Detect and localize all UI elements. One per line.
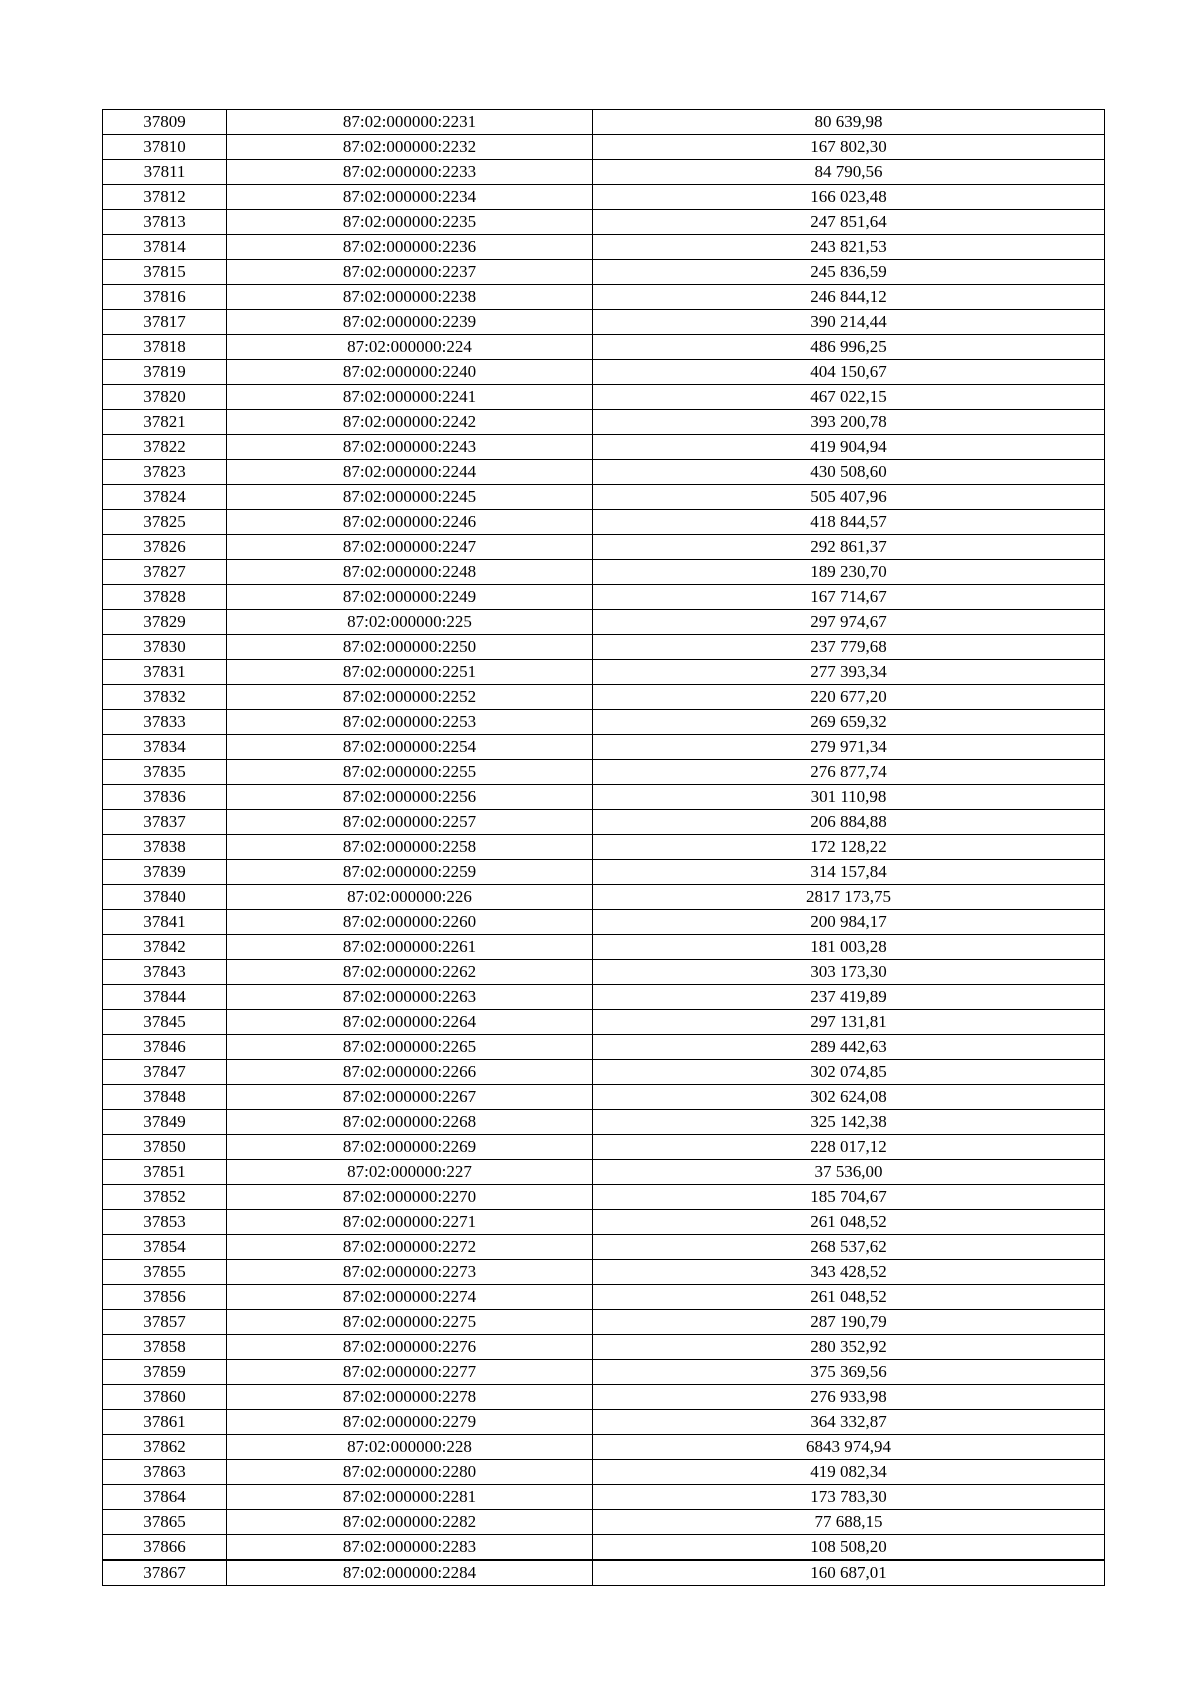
table-row (103, 110, 1105, 135)
table-row (103, 1035, 1105, 1060)
row-number-cell: 37818 (103, 335, 227, 360)
table-row (103, 610, 1105, 635)
value-cell: 276 933,98 (593, 1385, 1105, 1410)
table-row (103, 1485, 1105, 1510)
table-row (103, 285, 1105, 310)
row-number-cell: 37851 (103, 1160, 227, 1185)
row-number-cell: 37833 (103, 710, 227, 735)
table-row (103, 1360, 1105, 1385)
value-cell: 390 214,44 (593, 310, 1105, 335)
row-number-cell: 37813 (103, 210, 227, 235)
value-cell: 172 128,22 (593, 835, 1105, 860)
row-number-cell: 37848 (103, 1085, 227, 1110)
row-number-cell: 37816 (103, 285, 227, 310)
value-cell: 375 369,56 (593, 1360, 1105, 1385)
table-row (103, 335, 1105, 360)
row-number-cell: 37863 (103, 1460, 227, 1485)
table-row (103, 835, 1105, 860)
row-number-cell: 37856 (103, 1285, 227, 1310)
value-cell: 302 624,08 (593, 1085, 1105, 1110)
table-row (103, 710, 1105, 735)
table-row (103, 810, 1105, 835)
cadastral-number-cell: 87:02:000000:2278 (227, 1385, 593, 1410)
value-cell: 2817 173,75 (593, 885, 1105, 910)
cadastral-number-cell: 87:02:000000:2283 (227, 1535, 593, 1561)
table-row (103, 935, 1105, 960)
row-number-cell: 37867 (103, 1560, 227, 1586)
table-row (103, 1185, 1105, 1210)
cadastral-number-cell: 87:02:000000:224 (227, 335, 593, 360)
table-row (103, 1385, 1105, 1410)
value-cell: 505 407,96 (593, 485, 1105, 510)
table-row (103, 185, 1105, 210)
table-row (103, 360, 1105, 385)
row-number-cell: 37835 (103, 760, 227, 785)
cadastral-number-cell: 87:02:000000:228 (227, 1435, 593, 1460)
row-number-cell: 37860 (103, 1385, 227, 1410)
cadastral-number-cell: 87:02:000000:2260 (227, 910, 593, 935)
data-table (102, 109, 1105, 1586)
row-number-cell: 37832 (103, 685, 227, 710)
row-number-cell: 37853 (103, 1210, 227, 1235)
row-number-cell: 37827 (103, 560, 227, 585)
value-cell: 280 352,92 (593, 1335, 1105, 1360)
value-cell: 77 688,15 (593, 1510, 1105, 1535)
cadastral-number-cell: 87:02:000000:2232 (227, 135, 593, 160)
value-cell: 276 877,74 (593, 760, 1105, 785)
value-cell: 314 157,84 (593, 860, 1105, 885)
row-number-cell: 37865 (103, 1510, 227, 1535)
table-row (103, 1235, 1105, 1260)
cadastral-number-cell: 87:02:000000:2249 (227, 585, 593, 610)
cadastral-number-cell: 87:02:000000:2238 (227, 285, 593, 310)
value-cell: 6843 974,94 (593, 1435, 1105, 1460)
table-row (103, 960, 1105, 985)
value-cell: 243 821,53 (593, 235, 1105, 260)
row-number-cell: 37836 (103, 785, 227, 810)
value-cell: 289 442,63 (593, 1035, 1105, 1060)
cadastral-number-cell: 87:02:000000:2263 (227, 985, 593, 1010)
row-number-cell: 37810 (103, 135, 227, 160)
row-number-cell: 37858 (103, 1335, 227, 1360)
cadastral-number-cell: 87:02:000000:2273 (227, 1260, 593, 1285)
value-cell: 277 393,34 (593, 660, 1105, 685)
table-row (103, 1535, 1105, 1561)
table-body (103, 110, 1105, 1586)
cadastral-number-cell: 87:02:000000:2258 (227, 835, 593, 860)
cadastral-number-cell: 87:02:000000:2248 (227, 560, 593, 585)
value-cell: 80 639,98 (593, 110, 1105, 135)
row-number-cell: 37842 (103, 935, 227, 960)
row-number-cell: 37825 (103, 510, 227, 535)
value-cell: 220 677,20 (593, 685, 1105, 710)
table-row (103, 1210, 1105, 1235)
row-number-cell: 37859 (103, 1360, 227, 1385)
table-row (103, 210, 1105, 235)
row-number-cell: 37838 (103, 835, 227, 860)
cadastral-number-cell: 87:02:000000:2261 (227, 935, 593, 960)
cadastral-number-cell: 87:02:000000:2280 (227, 1460, 593, 1485)
value-cell: 108 508,20 (593, 1535, 1105, 1561)
value-cell: 404 150,67 (593, 360, 1105, 385)
cadastral-number-cell: 87:02:000000:2284 (227, 1560, 593, 1586)
value-cell: 287 190,79 (593, 1310, 1105, 1335)
cadastral-number-cell: 87:02:000000:2266 (227, 1060, 593, 1085)
cadastral-number-cell: 87:02:000000:2252 (227, 685, 593, 710)
row-number-cell: 37854 (103, 1235, 227, 1260)
value-cell: 301 110,98 (593, 785, 1105, 810)
value-cell: 261 048,52 (593, 1210, 1105, 1235)
row-number-cell: 37845 (103, 1010, 227, 1035)
row-number-cell: 37841 (103, 910, 227, 935)
row-number-cell: 37815 (103, 260, 227, 285)
cadastral-number-cell: 87:02:000000:2256 (227, 785, 593, 810)
cadastral-number-cell: 87:02:000000:2269 (227, 1135, 593, 1160)
table-row (103, 460, 1105, 485)
row-number-cell: 37822 (103, 435, 227, 460)
value-cell: 430 508,60 (593, 460, 1105, 485)
value-cell: 419 082,34 (593, 1460, 1105, 1485)
value-cell: 185 704,67 (593, 1185, 1105, 1210)
row-number-cell: 37820 (103, 385, 227, 410)
cadastral-number-cell: 87:02:000000:2268 (227, 1110, 593, 1135)
row-number-cell: 37847 (103, 1060, 227, 1085)
cadastral-number-cell: 87:02:000000:2245 (227, 485, 593, 510)
row-number-cell: 37855 (103, 1260, 227, 1285)
value-cell: 228 017,12 (593, 1135, 1105, 1160)
row-number-cell: 37857 (103, 1310, 227, 1335)
row-number-cell: 37823 (103, 460, 227, 485)
table-row (103, 1010, 1105, 1035)
table-row (103, 1510, 1105, 1535)
value-cell: 166 023,48 (593, 185, 1105, 210)
table-row (103, 1310, 1105, 1335)
row-number-cell: 37817 (103, 310, 227, 335)
value-cell: 418 844,57 (593, 510, 1105, 535)
value-cell: 486 996,25 (593, 335, 1105, 360)
value-cell: 364 332,87 (593, 1410, 1105, 1435)
table-row (103, 485, 1105, 510)
cadastral-number-cell: 87:02:000000:2253 (227, 710, 593, 735)
cadastral-number-cell: 87:02:000000:2271 (227, 1210, 593, 1235)
value-cell: 279 971,34 (593, 735, 1105, 760)
table-row (103, 860, 1105, 885)
table-row (103, 660, 1105, 685)
cadastral-number-cell: 87:02:000000:2279 (227, 1410, 593, 1435)
value-cell: 84 790,56 (593, 160, 1105, 185)
row-number-cell: 37846 (103, 1035, 227, 1060)
cadastral-number-cell: 87:02:000000:2262 (227, 960, 593, 985)
cadastral-number-cell: 87:02:000000:2259 (227, 860, 593, 885)
cadastral-number-cell: 87:02:000000:2282 (227, 1510, 593, 1535)
row-number-cell: 37830 (103, 635, 227, 660)
value-cell: 261 048,52 (593, 1285, 1105, 1310)
table-row (103, 1460, 1105, 1485)
table-row (103, 1060, 1105, 1085)
cadastral-number-cell: 87:02:000000:2239 (227, 310, 593, 335)
cadastral-number-cell: 87:02:000000:2247 (227, 535, 593, 560)
value-cell: 237 779,68 (593, 635, 1105, 660)
cadastral-number-cell: 87:02:000000:2233 (227, 160, 593, 185)
cadastral-number-cell: 87:02:000000:2242 (227, 410, 593, 435)
row-number-cell: 37811 (103, 160, 227, 185)
value-cell: 419 904,94 (593, 435, 1105, 460)
table-row (103, 510, 1105, 535)
table-row (103, 735, 1105, 760)
table-row (103, 560, 1105, 585)
table-row (103, 885, 1105, 910)
row-number-cell: 37839 (103, 860, 227, 885)
row-number-cell: 37862 (103, 1435, 227, 1460)
value-cell: 181 003,28 (593, 935, 1105, 960)
row-number-cell: 37861 (103, 1410, 227, 1435)
value-cell: 37 536,00 (593, 1160, 1105, 1185)
value-cell: 268 537,62 (593, 1235, 1105, 1260)
table-row (103, 585, 1105, 610)
row-number-cell: 37831 (103, 660, 227, 685)
row-number-cell: 37829 (103, 610, 227, 635)
value-cell: 167 802,30 (593, 135, 1105, 160)
row-number-cell: 37866 (103, 1535, 227, 1561)
cadastral-number-cell: 87:02:000000:2265 (227, 1035, 593, 1060)
row-number-cell: 37844 (103, 985, 227, 1010)
table-row (103, 310, 1105, 335)
value-cell: 246 844,12 (593, 285, 1105, 310)
cadastral-number-cell: 87:02:000000:2246 (227, 510, 593, 535)
cadastral-number-cell: 87:02:000000:2240 (227, 360, 593, 385)
value-cell: 297 131,81 (593, 1010, 1105, 1035)
value-cell: 173 783,30 (593, 1485, 1105, 1510)
value-cell: 393 200,78 (593, 410, 1105, 435)
value-cell: 303 173,30 (593, 960, 1105, 985)
table-row (103, 1110, 1105, 1135)
table-row (103, 1435, 1105, 1460)
cadastral-number-cell: 87:02:000000:2275 (227, 1310, 593, 1335)
table-row (103, 385, 1105, 410)
row-number-cell: 37814 (103, 235, 227, 260)
cadastral-number-cell: 87:02:000000:2270 (227, 1185, 593, 1210)
row-number-cell: 37824 (103, 485, 227, 510)
cadastral-number-cell: 87:02:000000:2254 (227, 735, 593, 760)
value-cell: 269 659,32 (593, 710, 1105, 735)
value-cell: 467 022,15 (593, 385, 1105, 410)
cadastral-number-cell: 87:02:000000:2277 (227, 1360, 593, 1385)
table-row (103, 1335, 1105, 1360)
table-row (103, 435, 1105, 460)
value-cell: 297 974,67 (593, 610, 1105, 635)
value-cell: 247 851,64 (593, 210, 1105, 235)
table-row (103, 1260, 1105, 1285)
cadastral-number-cell: 87:02:000000:2235 (227, 210, 593, 235)
cadastral-number-cell: 87:02:000000:2244 (227, 460, 593, 485)
value-cell: 343 428,52 (593, 1260, 1105, 1285)
row-number-cell: 37843 (103, 960, 227, 985)
row-number-cell: 37821 (103, 410, 227, 435)
table-row (103, 1135, 1105, 1160)
value-cell: 237 419,89 (593, 985, 1105, 1010)
table-row (103, 635, 1105, 660)
cadastral-number-cell: 87:02:000000:2272 (227, 1235, 593, 1260)
cadastral-number-cell: 87:02:000000:2267 (227, 1085, 593, 1110)
value-cell: 292 861,37 (593, 535, 1105, 560)
value-cell: 325 142,38 (593, 1110, 1105, 1135)
cadastral-number-cell: 87:02:000000:2237 (227, 260, 593, 285)
row-number-cell: 37812 (103, 185, 227, 210)
cadastral-number-cell: 87:02:000000:2231 (227, 110, 593, 135)
cadastral-number-cell: 87:02:000000:2234 (227, 185, 593, 210)
table-row (103, 760, 1105, 785)
cadastral-number-cell: 87:02:000000:2251 (227, 660, 593, 685)
row-number-cell: 37809 (103, 110, 227, 135)
table-row (103, 985, 1105, 1010)
cadastral-number-cell: 87:02:000000:2255 (227, 760, 593, 785)
table-row (103, 535, 1105, 560)
table-row (103, 910, 1105, 935)
cadastral-number-cell: 87:02:000000:226 (227, 885, 593, 910)
cadastral-number-cell: 87:02:000000:2276 (227, 1335, 593, 1360)
cadastral-number-cell: 87:02:000000:2241 (227, 385, 593, 410)
row-number-cell: 37834 (103, 735, 227, 760)
row-number-cell: 37864 (103, 1485, 227, 1510)
value-cell: 206 884,88 (593, 810, 1105, 835)
value-cell: 245 836,59 (593, 260, 1105, 285)
row-number-cell: 37819 (103, 360, 227, 385)
table-row (103, 1560, 1105, 1586)
table-row (103, 685, 1105, 710)
cadastral-number-cell: 87:02:000000:227 (227, 1160, 593, 1185)
table-row (103, 1285, 1105, 1310)
cadastral-number-cell: 87:02:000000:2243 (227, 435, 593, 460)
table-row (103, 410, 1105, 435)
cadastral-number-cell: 87:02:000000:2274 (227, 1285, 593, 1310)
table-row (103, 1410, 1105, 1435)
value-cell: 167 714,67 (593, 585, 1105, 610)
table-row (103, 235, 1105, 260)
cadastral-number-cell: 87:02:000000:2281 (227, 1485, 593, 1510)
row-number-cell: 37826 (103, 535, 227, 560)
table-row (103, 1085, 1105, 1110)
table-row (103, 260, 1105, 285)
row-number-cell: 37849 (103, 1110, 227, 1135)
row-number-cell: 37828 (103, 585, 227, 610)
row-number-cell: 37837 (103, 810, 227, 835)
row-number-cell: 37840 (103, 885, 227, 910)
cadastral-number-cell: 87:02:000000:2250 (227, 635, 593, 660)
cadastral-number-cell: 87:02:000000:225 (227, 610, 593, 635)
table-row (103, 785, 1105, 810)
value-cell: 200 984,17 (593, 910, 1105, 935)
cadastral-number-cell: 87:02:000000:2257 (227, 810, 593, 835)
row-number-cell: 37850 (103, 1135, 227, 1160)
row-number-cell: 37852 (103, 1185, 227, 1210)
value-cell: 189 230,70 (593, 560, 1105, 585)
table-row (103, 135, 1105, 160)
table-row (103, 1160, 1105, 1185)
table-row (103, 160, 1105, 185)
value-cell: 302 074,85 (593, 1060, 1105, 1085)
cadastral-number-cell: 87:02:000000:2236 (227, 235, 593, 260)
value-cell: 160 687,01 (593, 1560, 1105, 1586)
cadastral-number-cell: 87:02:000000:2264 (227, 1010, 593, 1035)
